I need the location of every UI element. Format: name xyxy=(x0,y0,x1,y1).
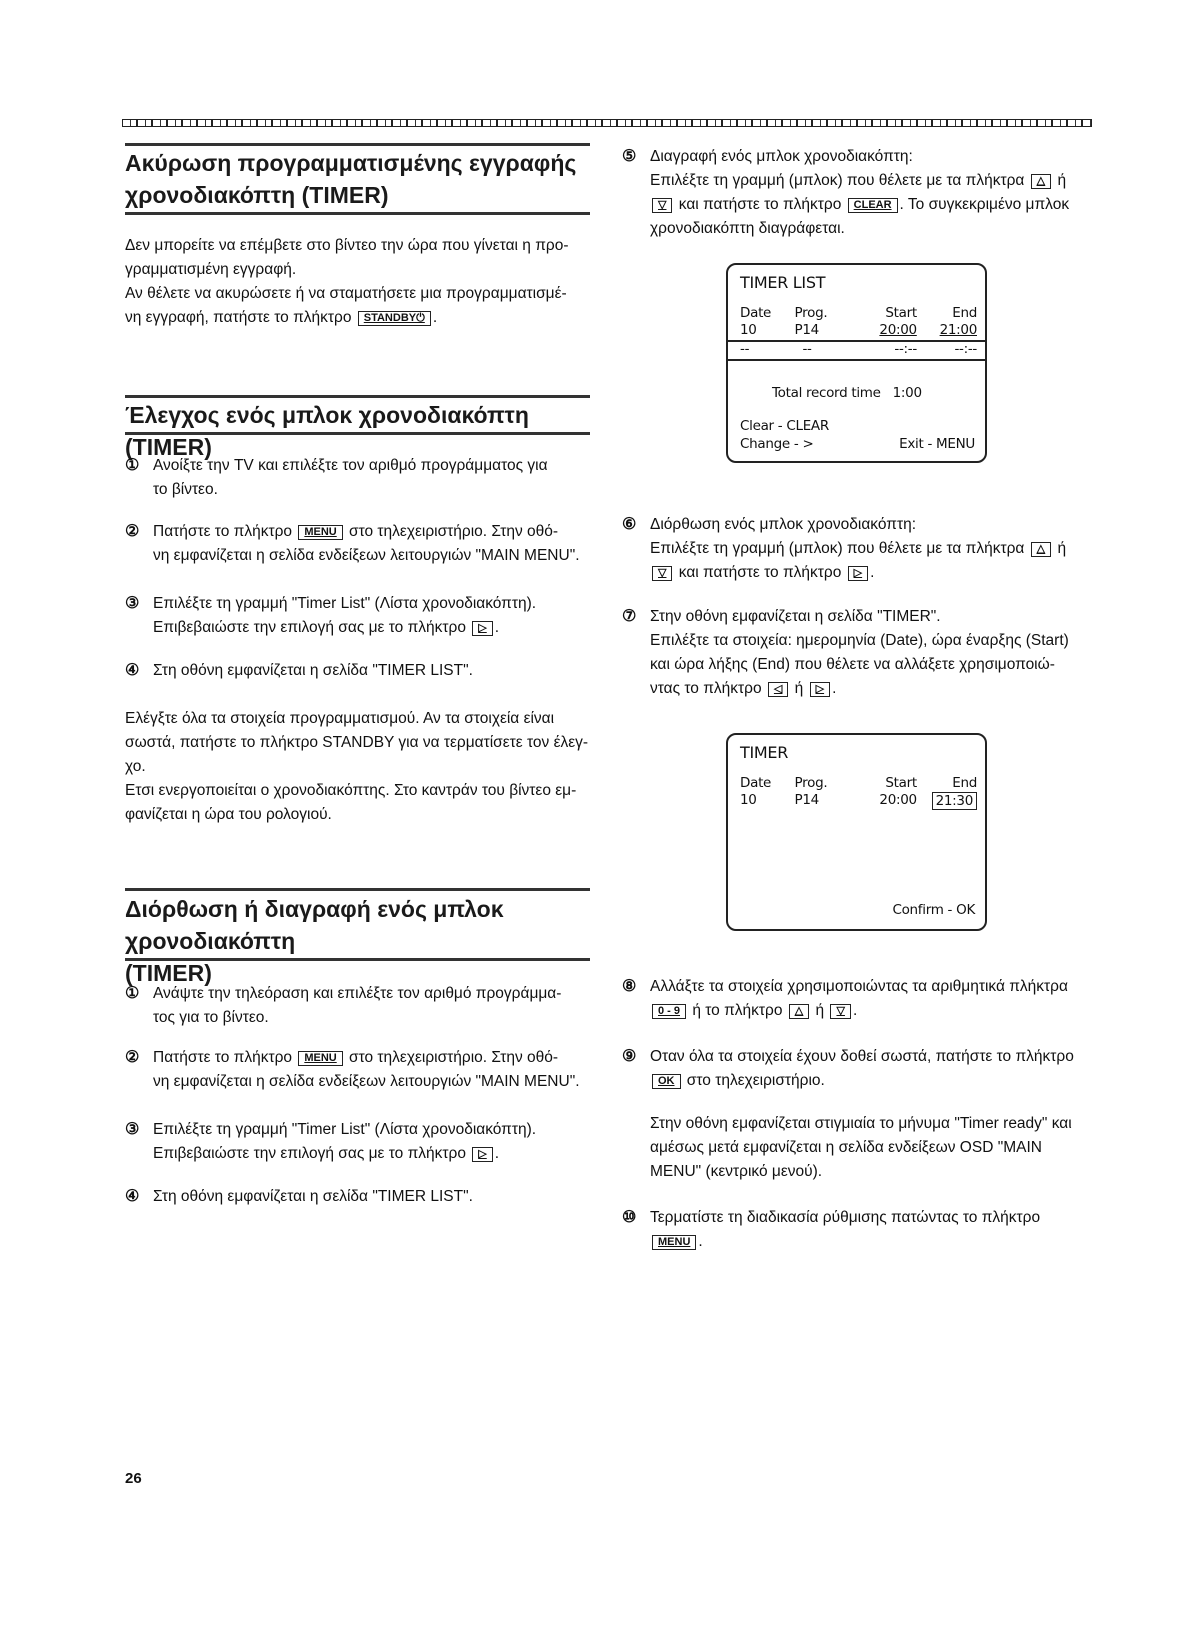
remote-key-label: MENU xyxy=(298,1051,342,1066)
step-5 xyxy=(622,145,1120,241)
text-line xyxy=(125,803,595,827)
header-start: Start xyxy=(885,305,917,321)
cell-end: --:-- xyxy=(954,341,977,357)
text-line xyxy=(153,1185,623,1209)
step-number-icon: ④ xyxy=(125,662,140,679)
text-segment: Αν θέλετε να ακυρώσετε ή να σταματήσετε μια προγραμματισμέ- xyxy=(125,285,567,302)
text-line xyxy=(650,169,1120,193)
text-line xyxy=(153,1142,623,1166)
header-row xyxy=(740,775,977,791)
remote-key-label: STANDBY⏻ xyxy=(358,311,431,326)
text-line xyxy=(153,544,623,568)
text-line xyxy=(650,999,1120,1023)
text-segment: Επιβεβαιώστε την επιλογή σας με το πλήκτρο xyxy=(153,1145,471,1162)
text-segment: Πατήστε το πλήκτρο xyxy=(153,1049,297,1066)
change-hint: Change - > xyxy=(740,436,814,452)
cell-prog: -- xyxy=(802,341,812,357)
step-number-icon: ② xyxy=(125,523,140,540)
text-segment: MENU" (κεντρικό μενού). xyxy=(650,1163,823,1180)
text-line xyxy=(153,1070,623,1094)
header-row xyxy=(740,305,977,321)
step-3 xyxy=(125,1118,623,1166)
text-line xyxy=(650,1206,1120,1230)
title-line: χρονοδιακόπτη (TIMER) xyxy=(125,182,389,208)
text-line xyxy=(125,282,595,306)
text-line xyxy=(650,561,1120,585)
text-segment: στο τηλεχειριστήριο. Στην οθό- xyxy=(344,523,559,540)
step-number-icon: ⑦ xyxy=(622,608,637,625)
total-value: 1:00 xyxy=(892,385,922,401)
text-line xyxy=(650,217,1120,241)
header-end: End xyxy=(952,305,977,321)
remote-key-label: ▽ xyxy=(830,1004,850,1019)
text-line xyxy=(650,537,1120,561)
timer-screen xyxy=(726,733,987,931)
cell-prog: P14 xyxy=(794,322,819,338)
text-segment: Ελέγξτε όλα τα στοιχεία προγραμματισμού. Αν τα στοιχεία είναι xyxy=(125,710,555,727)
cell-date: 10 xyxy=(740,322,757,338)
text-segment: χο. xyxy=(125,758,146,775)
text-segment: σωστά, πατήστε το πλήκτρο STANDBY για να τερματίσετε τον έλεγ- xyxy=(125,734,589,751)
text-segment: ή το πλήκτρο xyxy=(688,1002,787,1019)
remote-key-label: ▷ xyxy=(472,1147,492,1162)
exit-hint: Exit - MENU xyxy=(899,436,975,452)
text-segment: Στη οθόνη εμφανίζεται η σελίδα "TIMER LIST". xyxy=(153,1188,473,1205)
section-rule xyxy=(125,958,590,961)
total-record-time xyxy=(772,385,922,401)
text-line xyxy=(125,707,595,731)
text-segment: . xyxy=(832,680,837,697)
header-date: Date xyxy=(740,305,772,321)
cell-prog: P14 xyxy=(794,792,819,808)
section-rule xyxy=(125,143,590,146)
step-2 xyxy=(125,1046,623,1094)
header-end: End xyxy=(952,775,977,791)
text-segment: νη εγγραφή, πατήστε το πλήκτρο xyxy=(125,309,356,326)
text-segment: γραμματισμένη εγγραφή. xyxy=(125,261,297,278)
text-line xyxy=(650,1045,1120,1069)
text-segment: Ανοίξτε την TV και επιλέξτε τον αριθμό προγράμματος για xyxy=(153,457,548,474)
text-line xyxy=(125,258,595,282)
text-segment: Διόρθωση ενός μπλοκ χρονοδιακόπτη: xyxy=(650,516,917,533)
text-segment: και πατήστε το πλήκτρο xyxy=(674,196,846,213)
cell-date: 10 xyxy=(740,792,757,808)
text-line xyxy=(153,982,623,1006)
text-segment: τος για το βίντεο. xyxy=(153,1009,269,1026)
decorative-header-bar xyxy=(122,119,1092,127)
remote-key-label: ▷ xyxy=(810,682,830,697)
remote-key-label: MENU xyxy=(298,525,342,540)
step-10 xyxy=(622,1206,1120,1254)
cell-start: 20:00 xyxy=(879,792,917,808)
step-1 xyxy=(125,982,623,1030)
text-line xyxy=(153,454,623,478)
remote-key-label: ▽ xyxy=(652,566,672,581)
total-label: Total record time xyxy=(772,385,881,401)
cell-end: 21:00 xyxy=(939,322,977,338)
text-segment: Επιλέξτε τη γραμμή "Timer List" (Λίστα χρονοδιακόπτη). xyxy=(153,1121,537,1138)
section-title-cancel-timer xyxy=(125,147,595,211)
text-segment: Τερματίστε τη διαδικασία ρύθμισης πατώντας το πλήκτρο xyxy=(650,1209,1041,1226)
step-number-icon: ③ xyxy=(125,595,140,612)
text-segment: Δεν μπορείτε να επέμβετε στο βίντεο την ώρα που γίνεται η προ- xyxy=(125,237,569,254)
section-rule xyxy=(125,888,590,891)
step-number-icon: ② xyxy=(125,1049,140,1066)
text-segment: αμέσως μετά εμφανίζεται η σελίδα ενδείξεων OSD "MAIN xyxy=(650,1139,1042,1156)
step-7 xyxy=(622,605,1120,701)
cancel-timer-paragraph xyxy=(125,234,595,330)
timer-ready-paragraph xyxy=(650,1112,1095,1184)
cell-start: 20:00 xyxy=(879,322,917,338)
timer-row xyxy=(740,792,977,810)
text-line xyxy=(125,731,595,755)
cell-end-wrap xyxy=(917,792,977,810)
step-number-icon: ① xyxy=(125,985,140,1002)
text-segment: . Το συγκεκριμένο μπλοκ xyxy=(899,196,1070,213)
cell-end-selected: 21:30 xyxy=(932,792,977,810)
step-1 xyxy=(125,454,623,502)
text-segment: Διαγραφή ενός μπλοκ χρονοδιακόπτη: xyxy=(650,148,913,165)
remote-key-label: 0 - 9 xyxy=(652,1004,686,1019)
text-line xyxy=(650,653,1120,677)
step-8 xyxy=(622,975,1120,1023)
text-line xyxy=(650,1112,1095,1136)
title-line: Ακύρωση προγραμματισμένης εγγραφής xyxy=(125,150,577,176)
text-segment: ή xyxy=(811,1002,829,1019)
text-segment: ντας το πλήκτρο xyxy=(650,680,766,697)
text-segment: φανίζεται η ώρα του ρολογιού. xyxy=(125,806,332,823)
text-segment: νη εμφανίζεται η σελίδα ενδείξεων λειτουργιών "MAIN MENU". xyxy=(153,1073,580,1090)
text-segment: . xyxy=(494,1145,500,1162)
text-line xyxy=(153,1006,623,1030)
step-6 xyxy=(622,513,1120,585)
text-segment: . xyxy=(698,1233,703,1250)
text-line xyxy=(650,1160,1095,1184)
text-line xyxy=(650,1230,1120,1254)
remote-key-label: ▷ xyxy=(848,566,868,581)
title-line: Διόρθωση ή διαγραφή ενός μπλοκ χρονοδιακόπτη xyxy=(125,896,504,954)
clear-hint: Clear - CLEAR xyxy=(740,418,829,434)
text-segment: στο τηλεχειριστήριο. xyxy=(682,1072,825,1089)
text-line xyxy=(650,677,1120,701)
header-start: Start xyxy=(885,775,917,791)
step-number-icon: ④ xyxy=(125,1188,140,1205)
text-line xyxy=(650,1136,1095,1160)
step-4 xyxy=(125,1185,623,1209)
timer-row xyxy=(740,322,977,338)
header-prog: Prog. xyxy=(794,775,828,791)
text-line xyxy=(650,145,1120,169)
text-segment: και πατήστε το πλήκτρο xyxy=(674,564,846,581)
text-line xyxy=(650,513,1120,537)
step-number-icon: ① xyxy=(125,457,140,474)
timer-row-empty xyxy=(740,341,977,357)
page-number: 26 xyxy=(125,1470,142,1487)
section-title-edit-timer xyxy=(125,893,595,989)
text-line xyxy=(153,592,623,616)
text-segment: Αλλάξτε τα στοιχεία χρησιμοποιώντας τα αριθμητικά πλήκτρα xyxy=(650,978,1068,995)
section-rule xyxy=(125,395,590,398)
text-segment: Επιλέξτε τη γραμμή (μπλοκ) που θέλετε με τα πλήκτρα xyxy=(650,540,1029,557)
title-line: (TIMER) xyxy=(125,960,212,986)
remote-key-label: ▷ xyxy=(472,621,492,636)
text-line xyxy=(650,629,1120,653)
check-timer-paragraph xyxy=(125,707,595,827)
title-line: Έλεγχος ενός μπλοκ χρονοδιακόπτη (TIMER) xyxy=(125,402,529,460)
text-segment: Ανάψτε την τηλεόραση και επιλέξτε τον αριθμό προγράμμα- xyxy=(153,985,562,1002)
text-segment: Στη οθόνη εμφανίζεται η σελίδα "TIMER LIST". xyxy=(153,662,473,679)
text-line xyxy=(125,234,595,258)
text-line xyxy=(153,1118,623,1142)
remote-key-label: ◁ xyxy=(768,682,788,697)
text-line xyxy=(153,478,623,502)
text-segment: Επιλέξτε τη γραμμή "Timer List" (Λίστα χρονοδιακόπτη). xyxy=(153,595,537,612)
screen-title: TIMER LIST xyxy=(740,273,826,292)
step-number-icon: ⑧ xyxy=(622,978,637,995)
text-line xyxy=(650,975,1120,999)
text-segment: Στην οθόνη εμφανίζεται στιγμιαία το μήνυμα "Timer ready" και xyxy=(650,1115,1072,1132)
text-line xyxy=(125,306,595,330)
header-date: Date xyxy=(740,775,772,791)
text-segment: ή xyxy=(1053,172,1067,189)
text-segment: Επιλέξτε τη γραμμή (μπλοκ) που θέλετε με τα πλήκτρα xyxy=(650,172,1029,189)
text-segment: Οταν όλα τα στοιχεία έχουν δοθεί σωστά, πατήστε το πλήκτρο xyxy=(650,1048,1074,1065)
remote-key-label: CLEAR xyxy=(848,198,898,213)
text-segment: . xyxy=(494,619,500,636)
step-4 xyxy=(125,659,623,683)
step-number-icon: ⑤ xyxy=(622,148,637,165)
text-line xyxy=(125,755,595,779)
text-line xyxy=(153,1046,623,1070)
text-segment: χρονοδιακόπτη διαγράφεται. xyxy=(650,220,845,237)
remote-key-label: MENU xyxy=(652,1235,696,1250)
text-segment: . xyxy=(870,564,875,581)
text-segment: Πατήστε το πλήκτρο xyxy=(153,523,297,540)
text-line xyxy=(153,616,623,640)
text-line xyxy=(650,605,1120,629)
text-line xyxy=(650,1069,1120,1093)
timer-list-screen xyxy=(726,263,987,463)
remote-key-label: △ xyxy=(789,1004,809,1019)
cell-date: -- xyxy=(740,341,750,357)
text-segment: ή xyxy=(1053,540,1067,557)
section-rule xyxy=(125,212,590,215)
step-3 xyxy=(125,592,623,640)
text-segment: νη εμφανίζεται η σελίδα ενδείξεων λειτουργιών "MAIN MENU". xyxy=(153,547,580,564)
step-number-icon: ③ xyxy=(125,1121,140,1138)
step-number-icon: ⑥ xyxy=(622,516,637,533)
text-segment: Στην οθόνη εμφανίζεται η σελίδα "TIMER". xyxy=(650,608,941,625)
section-rule xyxy=(125,432,590,435)
screen-title: TIMER xyxy=(740,743,789,762)
text-segment: Επιβεβαιώστε την επιλογή σας με το πλήκτρο xyxy=(153,619,471,636)
text-segment: Ετσι ενεργοποιείται ο χρονοδιακόπτης. Στο καντράν του βίντεο εμ- xyxy=(125,782,577,799)
step-2 xyxy=(125,520,623,568)
remote-key-label: △ xyxy=(1031,542,1051,557)
confirm-hint: Confirm - OK xyxy=(892,902,975,918)
text-segment: . xyxy=(432,309,438,326)
text-line xyxy=(153,520,623,544)
text-segment: . xyxy=(852,1002,858,1019)
cell-start: --:-- xyxy=(894,341,917,357)
text-segment: το βίντεο. xyxy=(153,481,218,498)
text-segment: Επιλέξτε τα στοιχεία: ημερομηνία (Date), ώρα έναρξης (Start) xyxy=(650,632,1069,649)
header-prog: Prog. xyxy=(794,305,828,321)
remote-key-label: △ xyxy=(1031,174,1051,189)
text-segment: στο τηλεχειριστήριο. Στην οθό- xyxy=(344,1049,559,1066)
text-segment: ή xyxy=(790,680,808,697)
step-9 xyxy=(622,1045,1120,1093)
remote-key-label: ▽ xyxy=(652,198,672,213)
step-number-icon: ⑨ xyxy=(622,1048,637,1065)
text-line xyxy=(650,193,1120,217)
step-number-icon: ⑩ xyxy=(622,1209,637,1226)
remote-key-label: OK xyxy=(652,1074,681,1089)
text-segment: και ώρα λήξης (End) που θέλετε να αλλάξετε χρησιμοποιώ- xyxy=(650,656,1055,673)
text-line xyxy=(153,659,623,683)
text-line xyxy=(125,779,595,803)
